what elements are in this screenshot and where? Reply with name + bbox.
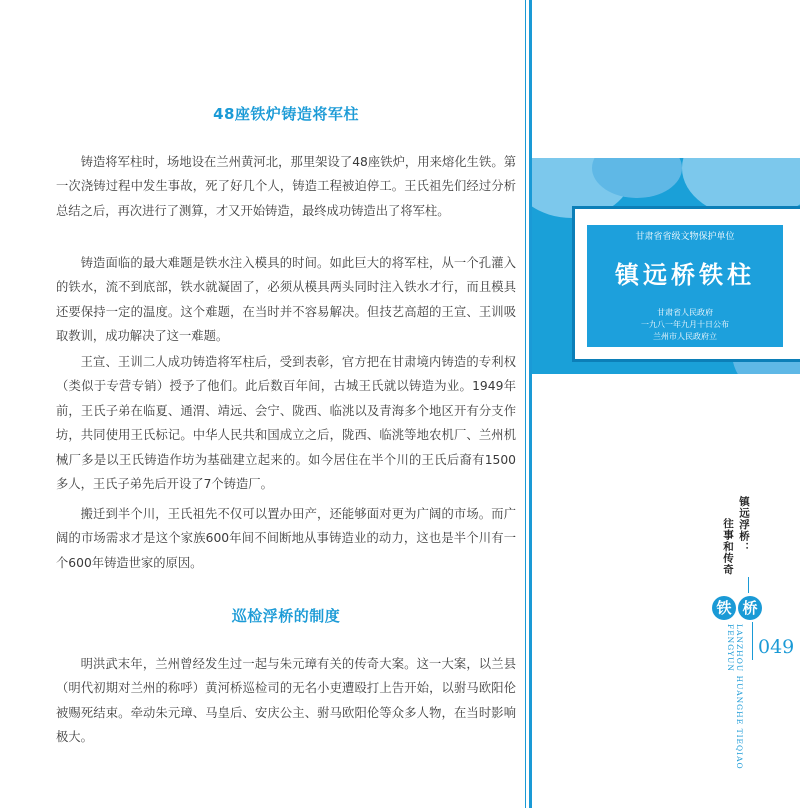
paragraph-4: 搬迁到半个川，王氏祖先不仅可以置办田产，还能够面对更为广阔的市场。而广阔的市场需求才是这个家族600年间不间断地从事铸造业的动力，这也是半个川有一个600年铸造世家的原因。 [56,507,516,570]
paragraph-1: 铸造将军柱时，场地设在兰州黄河北，那里架设了48座铁炉，用来熔化生铁。第一次浇铸过程中发生事故，死了好几个人，铸造工程被迫停工。王氏祖先们经过分析总结之后，再次进行了测算，才又开始铸造，最终成功铸造出了将军柱。 [56,155,516,218]
pinyin-title: LANZHOU HUANGHE TIEQIAO FENGYUN [726,624,744,770]
book-logo-char-1: 铁 [712,596,736,620]
book-logo-char-2: 桥 [738,596,762,620]
paragraph-2: 铸造面临的最大难题是铁水注入模具的时间。如此巨大的将军柱，从一个孔灌入的铁水，流不到底部，铁水就凝固了，必须从模具两头同时注入铁水才行，而且模具还要保持一定的温度。这个难题，在当时并不容易解决。但技艺高超的王宣、王训吸取教训，成功解决了这一难题。 [56,256,516,344]
stele-top-text: 甘肃省省级文物保护单位 [635,232,735,242]
stele-line-1: 甘肃省人民政府 [657,308,713,317]
page-number-bar [752,622,753,660]
stele-photo [532,158,800,374]
stele-line-3: 兰州市人民政府立 [653,332,717,341]
page-number: 049 [758,636,795,658]
stele-title: 镇远桥铁柱 [615,260,755,289]
section-heading-inspection-system: 巡检浮桥的制度 [231,607,341,625]
series-title-part-a: 镇远浮桥： [738,496,750,554]
section-heading-iron-furnaces: 48座铁炉铸造将军柱 [213,105,359,123]
paragraph-5: 明洪武末年，兰州曾经发生过一起与朱元璋有关的传奇大案。这一大案，以兰县（明代初期对兰州的称呼）黄河桥巡检司的无名小吏遭殴打上告开始，以驸马欧阳伦被赐死结束。牵动朱元璋、马皇后、安庆公主、驸马欧阳伦等众多人物，在当时影响极大。 [56,657,516,745]
series-title-part-b: 往事和传奇 [722,518,734,576]
margin-rule-thin [525,0,526,808]
stele-line-2: 一九八一年九月十日公布 [641,320,729,329]
margin-rule-thick [529,0,532,808]
sidebar-divider [748,577,749,593]
stele-monument [572,206,800,362]
paragraph-3: 王宣、王训二人成功铸造将军柱后，受到表彰，官方把在甘肃境内铸造的专利权（类似于专营专销）授予了他们。此后数百年间，古城王氏就以铸造为业。1949年前，王氏子弟在临夏、通渭、靖远、会宁、陇西、临洮以及青海多个地区开有分支作坊，共同使用王氏标记。中华人民共和国成立之后，陇西、临洮等地农机厂、兰州机械厂多是以王氏铸造作坊为基础建立起来的。如今居住在半个川的王氏后裔有1500多人，王氏子弟先后开设了7个铸造厂。 [56,355,516,492]
